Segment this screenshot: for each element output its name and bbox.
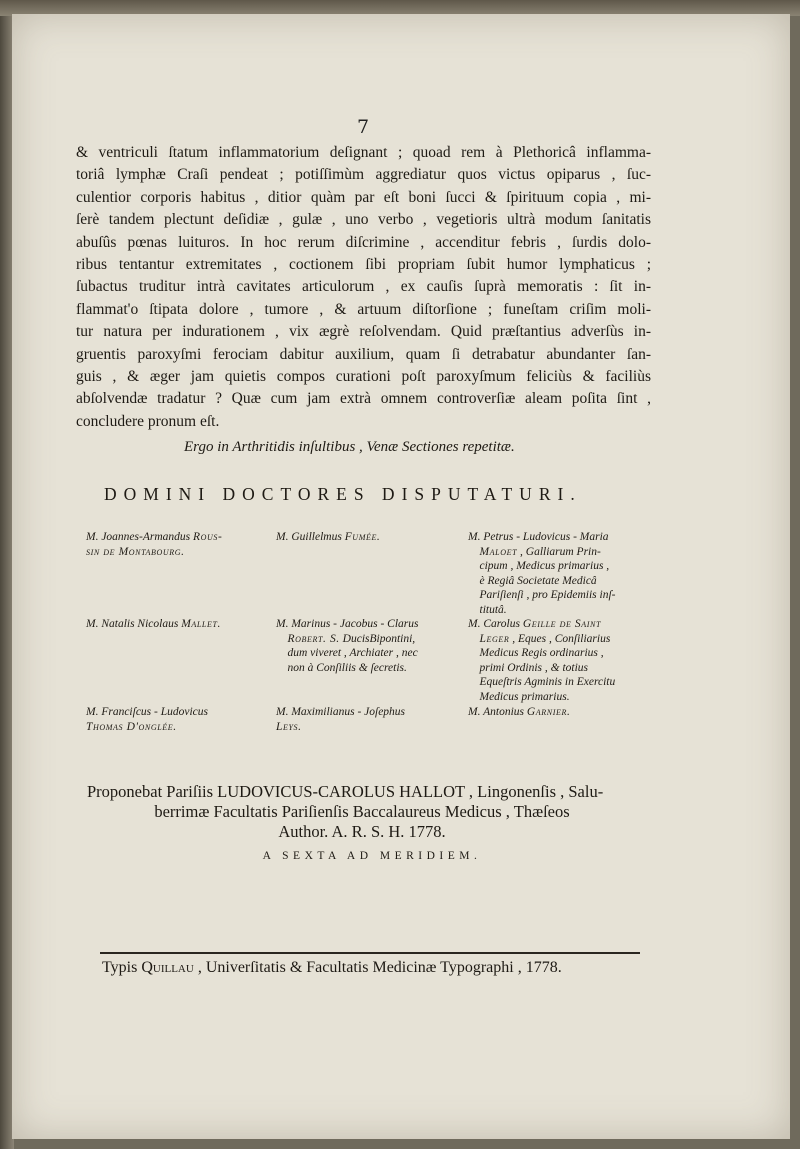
doctor-entry (276, 530, 456, 545)
doctor-surname: Leys. (276, 720, 302, 733)
doctor-title: Pariſienſi , pro Epidemiis inſ- (479, 589, 616, 602)
doctor-title: titutâ. (479, 603, 507, 616)
body-paragraph (76, 142, 651, 433)
imprint-text: Typis (102, 959, 142, 976)
body-line: & ventriculi ſtatum inflammatorium deſignant ; quoad rem à Plethoricâ inflamma- (76, 144, 651, 161)
body-line: guis , & æger jam quietis compos curationi poſt paroxyſmum feliciùs & faciliùs (76, 368, 651, 386)
proponent-line: berrimæ Facultatis Pariſienſis Baccalaureus Medicus , Thæſeos (154, 802, 570, 821)
doctor-title: non à Conſiliis & ſecretis. (287, 661, 407, 674)
doctor-title: primi Ordinis , & totius (479, 661, 589, 674)
doctor-name: M. Marinus - Jacobus - Clarus (276, 618, 419, 630)
doctor-surname: sin de Montabourg. (86, 545, 185, 558)
doctor-title: , Eques , Conſiliarius (509, 632, 611, 645)
body-line: tur natura per indurationem , vix ægrè reſolvendam. Quid præſtantius adverſùs in- (76, 323, 651, 341)
doctor-name: M. Franciſcus - Ludovicus (86, 706, 209, 718)
body-line: abſolvendæ tradatur ? Quæ cum jam extrà omnem controverſiæ aleam poſita ſint , (76, 390, 651, 408)
body-line: ſubactus truditur intrà cavitates articulorum , ex cauſis ſuprà memoratis : ſit in- (76, 278, 651, 296)
body-line: abuſûs pœnas luituros. In hoc rerum diſcrimine , accenditur febris , ſurdis dolo- (76, 233, 651, 251)
doctor-name: M. Carolus (468, 618, 523, 630)
doctors-heading: DOMINI DOCTORES DISPUTATURI. (104, 484, 582, 504)
doctor-surname: Leger (479, 632, 510, 645)
printer-imprint (102, 959, 642, 977)
doctor-title: Medicus Regis ordinarius , (479, 647, 604, 660)
doctor-name: M. Natalis Nicolaus (86, 618, 182, 630)
doctor-entry (86, 705, 276, 734)
imprint-text: , Univerſitatis & Facultatis Medicinæ Typographi , 1778. (193, 959, 562, 976)
document-page (12, 14, 790, 1139)
doctor-surname: Thomas D'onglée. (86, 720, 177, 733)
doctor-title: , Galliarum Prin- (517, 545, 601, 558)
doctor-name: M. Petrus - Ludovicus - Maria (468, 531, 609, 543)
body-line: gruentis paroxyſmi ferociam dabitur auxilium, quam ſi detrabatur abundanter ſan- (76, 345, 651, 363)
doctor-surname: Fumée. (344, 531, 381, 543)
doctor-surname: Maloet (479, 545, 518, 558)
doctor-surname: Mallet. (181, 618, 221, 630)
doctor-name: M. Antonius (468, 706, 527, 718)
doctor-title: Equeſtris Agminis in Exercitu (479, 676, 616, 689)
session-hour: A SEXTA AD MERIDIEM. (262, 850, 482, 862)
proponent-line: Proponebat Pariſiis LUDOVICUS-CAROLUS HALLOT , Lingonenſis , Salu- (87, 782, 604, 801)
thesis-conclusion: Ergo in Arthritidis inſultibus , Venæ Sectiones repetitæ. (184, 439, 515, 455)
proponent-line: Author. A. R. S. H. 1778. (278, 822, 446, 841)
proponent-statement (87, 782, 637, 842)
doctor-entry (468, 530, 658, 618)
doctors-list (72, 527, 662, 747)
horizontal-rule (100, 952, 640, 954)
page-number: 7 (357, 116, 370, 138)
doctor-surname: Rous- (193, 531, 223, 543)
doctor-entry (86, 617, 276, 632)
doctor-title: DucisBipontini, (339, 632, 416, 645)
bleed-through-ghost-text (62, 59, 762, 111)
doctor-surname: Garnier. (526, 706, 571, 718)
body-line: toriâ lymphæ Craſi pendeat ; potiſſimùm aggrediatur quos victus opiparus , ſuc- (76, 166, 651, 184)
doctor-title: cipum , Medicus primarius , (479, 560, 610, 573)
doctor-entry (276, 617, 456, 675)
body-line: ribus tentantur extremitates , coctionem ſibi propriam ſubit humor lymphaticus ; (76, 256, 651, 274)
doctor-entry (468, 705, 658, 720)
doctor-surname: Robert. S. (287, 632, 340, 645)
doctor-entry (276, 705, 456, 734)
doctor-name: M. Joannes-Armandus (86, 531, 193, 543)
body-line: concludere pronum eſt. (76, 412, 220, 430)
body-line: culentior corporis habitus , ditior quàm par eſt boni ſucci & ſpirituum copia , mi- (76, 188, 651, 206)
doctor-title: Medicus primarius. (479, 690, 570, 703)
doctor-entry (86, 530, 276, 559)
doctor-surname: Geille de Saint (522, 618, 602, 630)
doctor-title: dum viveret , Archiater , nec (287, 647, 418, 660)
printer-name: Quillau (141, 959, 194, 976)
doctor-name: M. Guillelmus (276, 531, 345, 543)
doctor-name: M. Maximilianus - Joſephus (276, 706, 406, 718)
doctor-entry (468, 617, 658, 705)
body-line: flammat'o ſtipata dolore , tumore , & artuum diſtorſione ; funeſtam criſim moli- (76, 300, 651, 318)
body-line: ſerè tandem plectunt deſidiæ , gulæ , uno verbo , vegetioris ultrà modum ſanitatis (76, 211, 651, 229)
doctor-title: è Regiâ Societate Medicâ (479, 574, 597, 587)
